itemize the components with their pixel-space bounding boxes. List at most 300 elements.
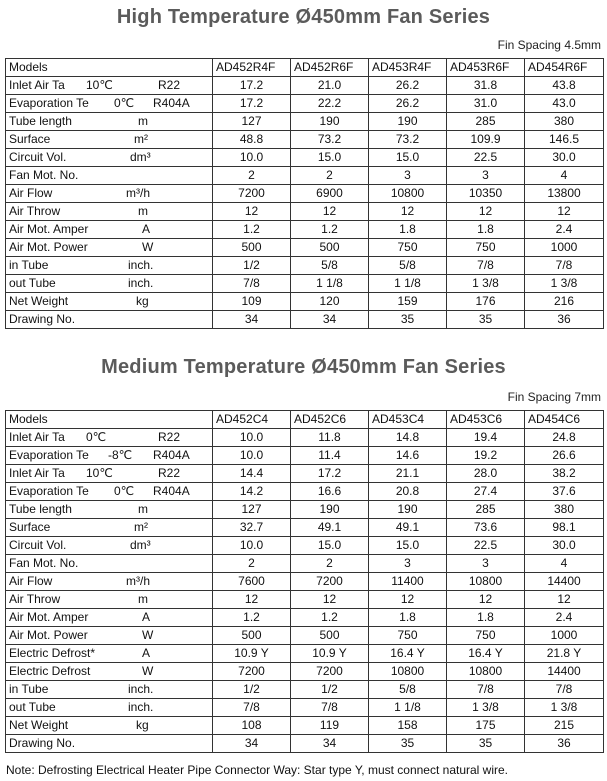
row-name: Air Mot. Amper [9, 222, 89, 236]
table-cell: 21.1 [369, 465, 447, 483]
model-header: AD453R6F [447, 59, 525, 77]
table-cell: 500 [291, 627, 369, 645]
row-unit: W [142, 628, 154, 642]
table-cell: 750 [369, 627, 447, 645]
table-cell: 10.0 [213, 447, 291, 465]
medium-temp-spec-table [5, 410, 604, 753]
row-name: Surface [9, 520, 51, 534]
table-row [6, 239, 604, 257]
table-cell: 15.0 [369, 537, 447, 555]
row-unit: kg [136, 294, 149, 308]
table-cell: 1 1/8 [369, 699, 447, 717]
table-cell: 3 [447, 167, 525, 185]
table-cell: 12 [291, 591, 369, 609]
row-unit: R22 [158, 78, 181, 92]
table-cell: 2.4 [525, 221, 604, 239]
table-cell: 12 [369, 591, 447, 609]
table-cell: 31.8 [447, 77, 525, 95]
table-cell: 1.8 [447, 221, 525, 239]
table-cell: 7/8 [525, 257, 604, 275]
table-cell: 15.0 [291, 149, 369, 167]
row-label [6, 221, 213, 239]
table-cell: 190 [291, 113, 369, 131]
row-name: Drawing No. [9, 312, 76, 326]
table-cell: 31.0 [447, 95, 525, 113]
row-unit: m³/h [126, 574, 150, 588]
row-unit: inch. [128, 682, 154, 696]
row-name: Tube length [9, 502, 72, 516]
table-cell: 49.1 [291, 519, 369, 537]
table-cell: 17.2 [213, 77, 291, 95]
table-cell: 500 [291, 239, 369, 257]
table-cell: 5/8 [369, 257, 447, 275]
table-cell: 22.2 [291, 95, 369, 113]
row-unit: R22 [158, 430, 181, 444]
row-label [6, 167, 213, 185]
table-cell: 32.7 [213, 519, 291, 537]
row-label [6, 717, 213, 735]
table-cell: 73.6 [447, 519, 525, 537]
high-temp-title: High Temperature Ø450mm Fan Series [116, 6, 491, 28]
row-label [6, 131, 213, 149]
row-name: out Tube [9, 700, 56, 714]
table-cell: 750 [369, 239, 447, 257]
row-unit: R404A [153, 96, 190, 110]
model-header: AD452R6F [291, 59, 369, 77]
table-cell: 37.6 [525, 483, 604, 501]
row-name: Inlet Air Ta [9, 430, 65, 444]
table-row [6, 717, 604, 735]
row-name: Circuit Vol. [9, 538, 67, 552]
table-cell: 12 [447, 203, 525, 221]
row-label [6, 501, 213, 519]
table-cell: 7/8 [447, 681, 525, 699]
row-name: Electric Defrost* [9, 646, 96, 660]
table-cell: 1.2 [213, 221, 291, 239]
row-unit: A [142, 222, 151, 236]
row-label [6, 429, 213, 447]
table-row [6, 257, 604, 275]
table-cell: 120 [291, 293, 369, 311]
table-cell: 750 [447, 239, 525, 257]
table-cell: 12 [525, 591, 604, 609]
table-cell: 1.2 [291, 221, 369, 239]
row-condition: 10℃ [86, 466, 113, 480]
table-cell: 19.4 [447, 429, 525, 447]
table-row [6, 537, 604, 555]
table-row [6, 609, 604, 627]
table-cell: 26.6 [525, 447, 604, 465]
table-cell: 20.8 [369, 483, 447, 501]
table-row [6, 645, 604, 663]
table-cell: 36 [525, 735, 604, 753]
table-cell: 98.1 [525, 519, 604, 537]
table-cell: 1 3/8 [447, 275, 525, 293]
row-label [6, 609, 213, 627]
row-unit: m² [134, 520, 148, 534]
defrost-note: Note: Defrosting Electrical Heater Pipe Connector Way: Star type Y, must connect natural wire. [6, 763, 509, 777]
row-condition: 0℃ [114, 96, 135, 110]
table-row [6, 627, 604, 645]
table-row [6, 519, 604, 537]
row-label [6, 149, 213, 167]
row-label [6, 735, 213, 753]
table-cell: 7200 [291, 663, 369, 681]
table-cell: 16.4 Y [447, 645, 525, 663]
table-cell: 109.9 [447, 131, 525, 149]
table-row [6, 465, 604, 483]
table-cell: 15.0 [291, 537, 369, 555]
row-name: in Tube [9, 258, 49, 272]
table-cell: 16.6 [291, 483, 369, 501]
row-name: Net Weight [9, 294, 69, 308]
table-cell: 10800 [447, 573, 525, 591]
table-cell: 10350 [447, 185, 525, 203]
row-unit: m [138, 114, 148, 128]
table-cell: 1 3/8 [447, 699, 525, 717]
table-cell: 14.8 [369, 429, 447, 447]
table-cell: 190 [369, 113, 447, 131]
table-cell: 12 [447, 591, 525, 609]
table-cell: 500 [213, 239, 291, 257]
table-cell: 3 [447, 555, 525, 573]
table-cell: 1/2 [213, 681, 291, 699]
table-cell: 176 [447, 293, 525, 311]
table-cell: 34 [213, 311, 291, 329]
row-unit: inch. [128, 700, 154, 714]
row-label [6, 293, 213, 311]
row-name: Air Flow [9, 574, 53, 588]
table-cell: 2 [291, 167, 369, 185]
high-temp-spec-table [5, 58, 604, 329]
table-cell: 2 [213, 555, 291, 573]
row-condition: 10℃ [86, 78, 113, 92]
table-cell: 34 [291, 311, 369, 329]
row-name: Tube length [9, 114, 72, 128]
row-unit: kg [136, 718, 149, 732]
row-unit: R404A [153, 448, 190, 462]
table-cell: 1.8 [369, 221, 447, 239]
table-cell: 127 [213, 501, 291, 519]
model-header: AD454R6F [525, 59, 604, 77]
table-header-row [6, 411, 604, 429]
row-condition: 0℃ [114, 484, 135, 498]
row-unit: R22 [158, 466, 181, 480]
table-row [6, 483, 604, 501]
table-cell: 34 [213, 735, 291, 753]
table-cell: 26.2 [369, 95, 447, 113]
table-cell: 146.5 [525, 131, 604, 149]
row-unit: R404A [153, 484, 190, 498]
row-unit: m² [134, 132, 148, 146]
row-label [6, 239, 213, 257]
table-cell: 27.4 [447, 483, 525, 501]
table-cell: 38.2 [525, 465, 604, 483]
row-condition: 0℃ [86, 430, 107, 444]
table-cell: 12 [291, 203, 369, 221]
row-label [6, 203, 213, 221]
table-cell: 10800 [369, 185, 447, 203]
table-cell: 500 [213, 627, 291, 645]
table-cell: 10800 [369, 663, 447, 681]
row-unit: W [142, 240, 154, 254]
model-header: AD452C6 [291, 411, 369, 429]
table-cell: 16.4 Y [369, 645, 447, 663]
model-header: AD453R4F [369, 59, 447, 77]
table-cell: 1 1/8 [291, 275, 369, 293]
table-cell: 7200 [213, 185, 291, 203]
table-cell: 3 [369, 167, 447, 185]
row-name: out Tube [9, 276, 56, 290]
row-label [6, 681, 213, 699]
table-cell: 14.6 [369, 447, 447, 465]
table-row [6, 555, 604, 573]
table-row [6, 203, 604, 221]
table-cell: 10.0 [213, 149, 291, 167]
table-cell: 1.2 [291, 609, 369, 627]
table-cell: 4 [525, 167, 604, 185]
table-row [6, 221, 604, 239]
table-cell: 190 [369, 501, 447, 519]
table-row [6, 429, 604, 447]
table-row [6, 95, 604, 113]
table-header-row [6, 59, 604, 77]
table-row [6, 573, 604, 591]
table-cell: 24.8 [525, 429, 604, 447]
row-unit: m [138, 592, 148, 606]
row-name: Fan Mot. No. [9, 556, 79, 570]
table-cell: 13800 [525, 185, 604, 203]
table-cell: 127 [213, 113, 291, 131]
table-cell: 7/8 [213, 275, 291, 293]
row-label [6, 483, 213, 501]
row-name: in Tube [9, 682, 49, 696]
table-cell: 73.2 [369, 131, 447, 149]
table-cell: 49.1 [369, 519, 447, 537]
table-cell: 380 [525, 113, 604, 131]
table-cell: 17.2 [213, 95, 291, 113]
model-header: AD452C4 [213, 411, 291, 429]
table-cell: 19.2 [447, 447, 525, 465]
row-label [6, 465, 213, 483]
row-label [6, 257, 213, 275]
table-cell: 108 [213, 717, 291, 735]
row-unit: m [138, 204, 148, 218]
row-unit: dm³ [130, 150, 151, 164]
table-cell: 285 [447, 501, 525, 519]
table-cell: 14.2 [213, 483, 291, 501]
table-row [6, 591, 604, 609]
high-fin-spacing: Fin Spacing 4.5mm [497, 38, 601, 52]
table-cell: 380 [525, 501, 604, 519]
row-label [6, 311, 213, 329]
table-cell: 1/2 [213, 257, 291, 275]
table-cell: 30.0 [525, 149, 604, 167]
table-cell: 1.2 [213, 609, 291, 627]
row-name: Air Throw [9, 592, 61, 606]
table-row [6, 149, 604, 167]
row-condition: -8℃ [108, 448, 133, 462]
table-row [6, 293, 604, 311]
table-cell: 12 [369, 203, 447, 221]
table-cell: 34 [291, 735, 369, 753]
table-cell: 14400 [525, 663, 604, 681]
table-cell: 14400 [525, 573, 604, 591]
table-cell: 1000 [525, 627, 604, 645]
table-cell: 14.4 [213, 465, 291, 483]
row-label [6, 95, 213, 113]
row-name: Net Weight [9, 718, 69, 732]
table-cell: 22.5 [447, 149, 525, 167]
table-cell: 30.0 [525, 537, 604, 555]
table-cell: 7/8 [213, 699, 291, 717]
row-label [6, 591, 213, 609]
table-cell: 1 1/8 [369, 275, 447, 293]
table-row [6, 131, 604, 149]
row-unit: m³/h [126, 186, 150, 200]
table-cell: 158 [369, 717, 447, 735]
row-unit: W [142, 664, 154, 678]
row-label [6, 663, 213, 681]
row-name: Air Throw [9, 204, 61, 218]
table-cell: 119 [291, 717, 369, 735]
row-name: Electric Defrost [9, 664, 91, 678]
row-label [6, 77, 213, 95]
table-cell: 15.0 [369, 149, 447, 167]
table-cell: 35 [369, 735, 447, 753]
table-cell: 190 [291, 501, 369, 519]
row-label [6, 113, 213, 131]
table-cell: 21.8 Y [525, 645, 604, 663]
table-row [6, 311, 604, 329]
table-cell: 1/2 [291, 681, 369, 699]
table-cell: 7/8 [525, 681, 604, 699]
table-cell: 1000 [525, 239, 604, 257]
table-cell: 1.8 [369, 609, 447, 627]
row-name: Evaporation Te [9, 96, 89, 110]
table-cell: 175 [447, 717, 525, 735]
table-cell: 215 [525, 717, 604, 735]
table-cell: 12 [525, 203, 604, 221]
row-label [6, 275, 213, 293]
row-name: Evaporation Te [9, 484, 89, 498]
header-label: Models [6, 411, 213, 429]
table-row [6, 699, 604, 717]
table-cell: 12 [213, 591, 291, 609]
table-cell: 21.0 [291, 77, 369, 95]
table-cell: 6900 [291, 185, 369, 203]
table-cell: 1 3/8 [525, 275, 604, 293]
table-cell: 2 [213, 167, 291, 185]
table-cell: 26.2 [369, 77, 447, 95]
table-cell: 4 [525, 555, 604, 573]
table-cell: 11400 [369, 573, 447, 591]
row-name: Fan Mot. No. [9, 168, 79, 182]
table-cell: 43.0 [525, 95, 604, 113]
table-cell: 7/8 [291, 699, 369, 717]
table-cell: 285 [447, 113, 525, 131]
medium-temp-title: Medium Temperature Ø450mm Fan Series [101, 356, 506, 378]
row-label [6, 645, 213, 663]
model-header: AD453C6 [447, 411, 525, 429]
row-label [6, 555, 213, 573]
table-cell: 22.5 [447, 537, 525, 555]
row-name: Evaporation Te [9, 448, 89, 462]
row-label [6, 447, 213, 465]
row-name: Inlet Air Ta [9, 78, 65, 92]
table-row [6, 77, 604, 95]
table-row [6, 735, 604, 753]
model-header: AD453C4 [369, 411, 447, 429]
row-unit: inch. [128, 258, 154, 272]
model-header: AD454C6 [525, 411, 604, 429]
table-cell: 35 [369, 311, 447, 329]
table-cell: 1.8 [447, 609, 525, 627]
table-cell: 5/8 [369, 681, 447, 699]
table-cell: 28.0 [447, 465, 525, 483]
row-unit: A [142, 610, 151, 624]
table-cell: 159 [369, 293, 447, 311]
row-name: Inlet Air Ta [9, 466, 65, 480]
table-cell: 10.9 Y [291, 645, 369, 663]
table-cell: 3 [369, 555, 447, 573]
table-cell: 2 [291, 555, 369, 573]
table-cell: 11.8 [291, 429, 369, 447]
row-name: Drawing No. [9, 736, 76, 750]
table-cell: 17.2 [291, 465, 369, 483]
table-row [6, 113, 604, 131]
row-unit: A [142, 646, 151, 660]
table-cell: 10.9 Y [213, 645, 291, 663]
table-cell: 2.4 [525, 609, 604, 627]
table-cell: 109 [213, 293, 291, 311]
row-name: Air Mot. Power [9, 628, 88, 642]
table-cell: 73.2 [291, 131, 369, 149]
row-label [6, 699, 213, 717]
table-cell: 10.0 [213, 429, 291, 447]
table-cell: 1 3/8 [525, 699, 604, 717]
table-cell: 11.4 [291, 447, 369, 465]
table-cell: 7200 [291, 573, 369, 591]
row-unit: m [138, 502, 148, 516]
table-cell: 35 [447, 735, 525, 753]
row-label [6, 573, 213, 591]
table-cell: 7600 [213, 573, 291, 591]
table-cell: 35 [447, 311, 525, 329]
row-label [6, 519, 213, 537]
table-cell: 5/8 [291, 257, 369, 275]
table-row [6, 663, 604, 681]
table-row [6, 275, 604, 293]
table-cell: 750 [447, 627, 525, 645]
table-cell: 43.8 [525, 77, 604, 95]
table-cell: 7/8 [447, 257, 525, 275]
row-name: Circuit Vol. [9, 150, 67, 164]
table-cell: 7200 [213, 663, 291, 681]
table-cell: 216 [525, 293, 604, 311]
row-name: Air Mot. Power [9, 240, 88, 254]
row-label [6, 185, 213, 203]
row-label [6, 627, 213, 645]
table-cell: 12 [213, 203, 291, 221]
row-unit: dm³ [130, 538, 151, 552]
row-name: Air Flow [9, 186, 53, 200]
row-name: Air Mot. Amper [9, 610, 89, 624]
model-header: AD452R4F [213, 59, 291, 77]
table-row [6, 447, 604, 465]
table-cell: 36 [525, 311, 604, 329]
row-label [6, 537, 213, 555]
